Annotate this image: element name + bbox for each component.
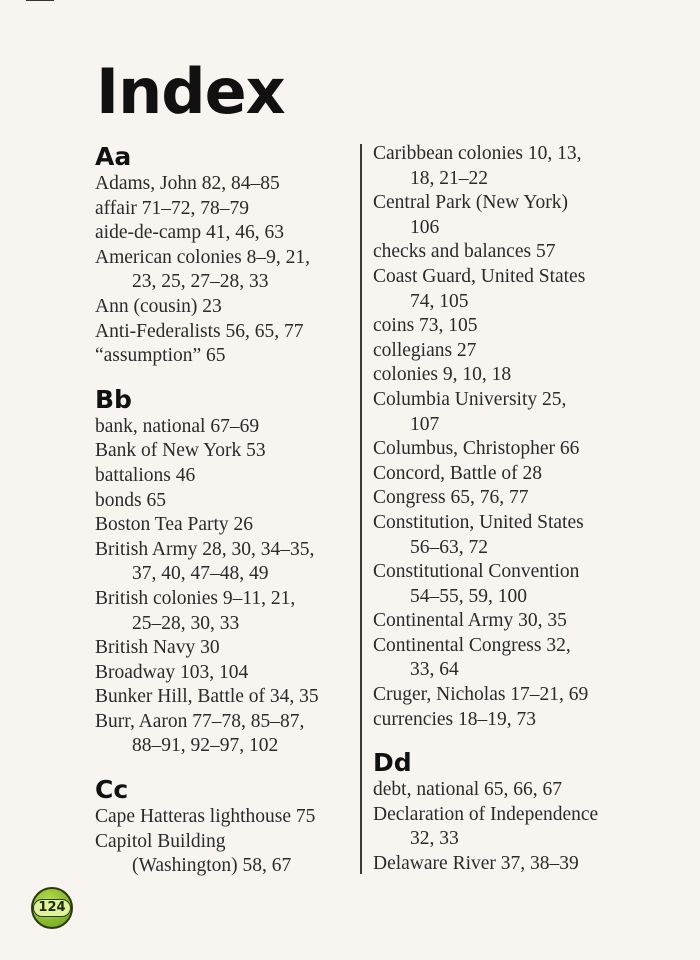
- index-entry: [373, 511, 673, 560]
- index-entry: [95, 805, 357, 830]
- index-entry-continuation: 106: [410, 216, 440, 238]
- index-entry: [95, 685, 357, 710]
- index-entry: [373, 142, 673, 191]
- index-entry-text: coins 73, 105: [373, 315, 478, 337]
- index-entry-text: British colonies 9–11, 21,: [95, 587, 296, 609]
- index-entry-continuation: 88–91, 92–97, 102: [132, 735, 279, 757]
- index-entry: [95, 538, 357, 587]
- index-entry-text: battalions 46: [95, 464, 196, 486]
- page-number-badge: [31, 887, 73, 929]
- index-entry: [373, 265, 673, 314]
- index-entry-text: Continental Congress 32,: [373, 634, 571, 656]
- page-number: 124: [33, 899, 70, 917]
- index-entry-text: Ann (cousin) 23: [95, 295, 222, 317]
- index-entry: [95, 415, 357, 440]
- index-column-left: [95, 142, 357, 879]
- index-entry-text: Columbia University 25,: [373, 388, 567, 410]
- index-entry-continuation: 33, 64: [410, 659, 459, 681]
- index-entry-text: Capitol Building: [95, 830, 226, 852]
- column-divider: [360, 144, 362, 874]
- index-entry: [95, 489, 357, 514]
- index-entry-text: “assumption” 65: [95, 345, 226, 367]
- index-section: [373, 748, 673, 876]
- index-entry-text: Cruger, Nicholas 17–21, 69: [373, 684, 589, 706]
- index-entry: [373, 339, 673, 364]
- index-entry-text: Anti-Federalists 56, 65, 77: [95, 320, 304, 342]
- index-entry-text: bonds 65: [95, 489, 166, 511]
- index-entry: [373, 462, 673, 487]
- index-entry-text: Boston Tea Party 26: [95, 514, 254, 536]
- index-entry: [373, 708, 673, 733]
- index-entry-continuation: 25–28, 30, 33: [132, 612, 240, 634]
- index-entry-text: Coast Guard, United States: [373, 265, 586, 287]
- index-section: [95, 385, 357, 759]
- index-entry-text: Caribbean colonies 10, 13,: [373, 143, 582, 164]
- index-entry: [95, 513, 357, 538]
- index-entry: [373, 778, 673, 803]
- index-entry: [95, 587, 357, 636]
- section-letter: Aa: [95, 142, 132, 171]
- index-entry-text: bank, national 67–69: [95, 415, 260, 437]
- index-entry: [373, 363, 673, 388]
- index-entry-text: aide-de-camp 41, 46, 63: [95, 222, 284, 244]
- index-entry-text: Broadway 103, 104: [95, 661, 249, 683]
- index-entry: [95, 464, 357, 489]
- index-entry: [95, 221, 357, 246]
- index-entry: [373, 486, 673, 511]
- index-entry: [373, 634, 673, 683]
- page-title: Index: [96, 55, 285, 128]
- index-entry-text: Adams, John 82, 84–85: [95, 173, 280, 194]
- index-entry-text: Constitution, United States: [373, 511, 584, 533]
- index-entry: [373, 609, 673, 634]
- index-entry: [95, 636, 357, 661]
- index-entry: [373, 852, 673, 877]
- index-entry-text: collegians 27: [373, 339, 477, 361]
- index-entry: [95, 439, 357, 464]
- index-entry-text: debt, national 65, 66, 67: [373, 779, 563, 801]
- section-letter: Bb: [95, 384, 132, 414]
- index-entry: [95, 344, 357, 369]
- top-rule: [26, 0, 54, 1]
- index-entry-text: Congress 65, 76, 77: [373, 487, 529, 509]
- index-entry-text: Bunker Hill, Battle of 34, 35: [95, 686, 319, 708]
- index-entry-continuation: 18, 21–22: [410, 167, 488, 189]
- index-entry: [95, 197, 357, 222]
- index-entry-text: affair 71–72, 78–79: [95, 197, 249, 219]
- index-entry-text: currencies 18–19, 73: [373, 708, 536, 730]
- index-entry-continuation: 32, 33: [410, 828, 459, 850]
- index-entry: [373, 388, 673, 437]
- index-entry-text: checks and balances 57: [373, 241, 556, 263]
- index-entry: [373, 240, 673, 265]
- index-entry: [95, 830, 357, 879]
- index-entry: [373, 683, 673, 708]
- index-entry-continuation: 56–63, 72: [410, 536, 488, 558]
- index-section: [95, 775, 357, 879]
- index-entry-text: Columbus, Christopher 66: [373, 438, 580, 460]
- section-letter: Cc: [95, 775, 129, 805]
- index-section: [373, 142, 673, 732]
- index-entry: [95, 320, 357, 345]
- index-entry-text: Declaration of Independence: [373, 803, 599, 825]
- index-column-right: [373, 142, 673, 877]
- index-entry: [95, 661, 357, 686]
- index-entry-text: Cape Hatteras lighthouse 75: [95, 806, 316, 828]
- index-entry-continuation: 37, 40, 47–48, 49: [132, 563, 269, 585]
- index-entry-text: Delaware River 37, 38–39: [373, 853, 579, 875]
- index-entry: [373, 803, 673, 852]
- index-entry-text: British Navy 30: [95, 637, 220, 659]
- index-entry: [95, 172, 357, 197]
- index-entry: [95, 246, 357, 295]
- index-entry-continuation: 54–55, 59, 100: [410, 585, 527, 607]
- index-section: [95, 142, 357, 369]
- index-entry: [95, 295, 357, 320]
- index-entry-text: Concord, Battle of 28: [373, 462, 542, 484]
- index-entry: [373, 560, 673, 609]
- index-entry: [373, 437, 673, 462]
- section-letter: Dd: [373, 748, 412, 778]
- index-entry-text: American colonies 8–9, 21,: [95, 246, 310, 268]
- index-entry-continuation: 74, 105: [410, 290, 469, 312]
- index-entry: [95, 710, 357, 759]
- index-entry-text: Bank of New York 53: [95, 440, 266, 462]
- index-entry: [373, 191, 673, 240]
- index-entry-text: colonies 9, 10, 18: [373, 364, 512, 386]
- index-entry-continuation: (Washington) 58, 67: [132, 855, 292, 877]
- index-entry-text: Central Park (New York): [373, 192, 568, 214]
- index-entry: [373, 314, 673, 339]
- index-entry-continuation: 23, 25, 27–28, 33: [132, 271, 269, 293]
- index-entry-text: Continental Army 30, 35: [373, 610, 567, 632]
- index-entry-text: Constitutional Convention: [373, 561, 580, 583]
- index-entry-continuation: 107: [410, 413, 440, 435]
- index-entry-text: British Army 28, 30, 34–35,: [95, 538, 315, 560]
- index-entry-text: Burr, Aaron 77–78, 85–87,: [95, 710, 305, 732]
